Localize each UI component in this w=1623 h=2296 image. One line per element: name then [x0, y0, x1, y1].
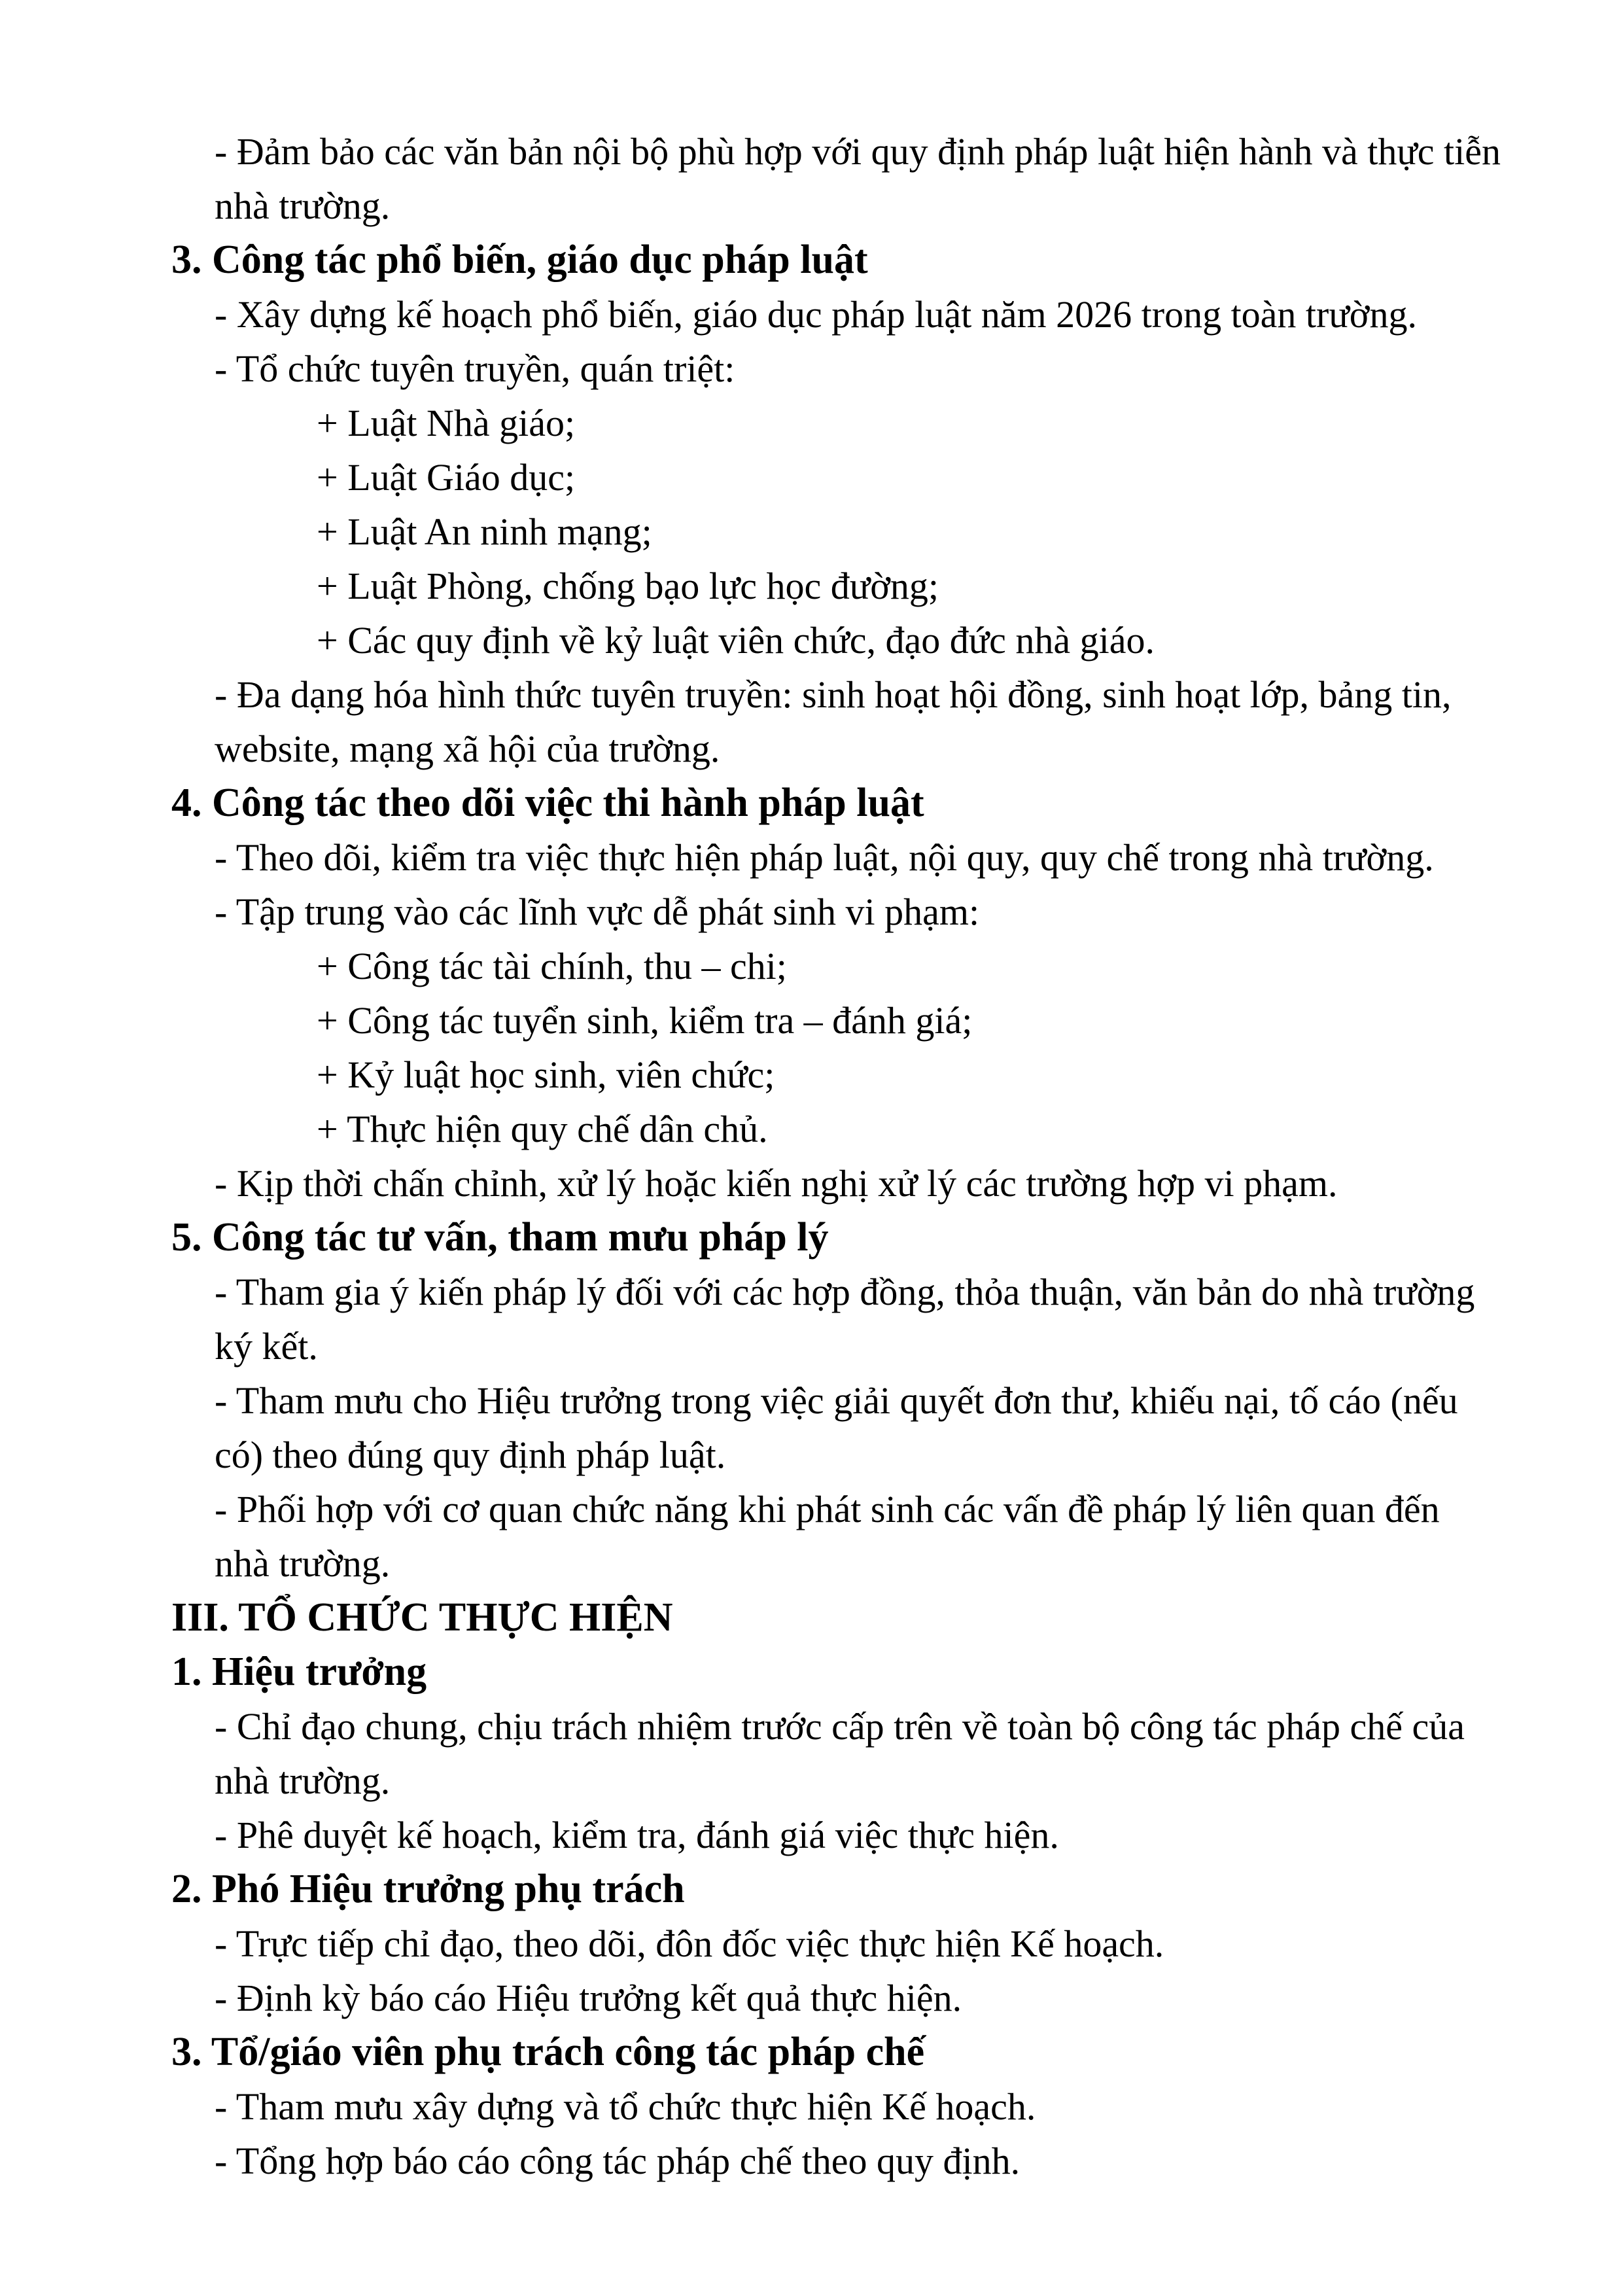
text-line: - Tổ chức tuyên truyền, quán triệt:	[215, 347, 735, 390]
text-line: nhà trường.	[215, 1542, 391, 1585]
text-line: - Xây dựng kế hoạch phổ biến, giáo dục pháp luật năm 2026 trong toàn trường.	[215, 293, 1417, 336]
text-line: nhà trường.	[215, 1759, 391, 1802]
section-heading: 1. Hiệu trưởng	[171, 1650, 427, 1694]
text-line: + Luật An ninh mạng;	[317, 510, 652, 553]
section-heading: 5. Công tác tư vấn, tham mưu pháp lý	[171, 1215, 829, 1260]
text-line: + Luật Giáo dục;	[317, 456, 576, 499]
text-line: - Đảm bảo các văn bản nội bộ phù hợp với quy định pháp luật hiện hành và thực tiễn	[215, 130, 1501, 173]
text-line: ký kết.	[215, 1325, 318, 1368]
text-line: - Đa dạng hóa hình thức tuyên truyền: sinh hoạt hội đồng, sinh hoạt lớp, bảng tin,	[215, 673, 1452, 716]
section-heading: 2. Phó Hiệu trưởng phụ trách	[171, 1867, 685, 1911]
text-line: + Luật Nhà giáo;	[317, 402, 576, 444]
text-line: + Thực hiện quy chế dân chủ.	[317, 1108, 768, 1150]
text-line: - Phê duyệt kế hoạch, kiểm tra, đánh giá việc thực hiện.	[215, 1814, 1059, 1856]
text-line: - Tập trung vào các lĩnh vực dễ phát sinh vi phạm:	[215, 891, 980, 933]
text-line: - Tổng hợp báo cáo công tác pháp chế theo quy định.	[215, 2140, 1021, 2182]
section-heading: 3. Công tác phổ biến, giáo dục pháp luật	[171, 238, 868, 282]
text-line: + Luật Phòng, chống bạo lực học đường;	[317, 565, 939, 607]
section-heading: 3. Tổ/giáo viên phụ trách công tác pháp chế	[171, 2030, 925, 2074]
text-line: có) theo đúng quy định pháp luật.	[215, 1434, 726, 1476]
text-line: + Kỷ luật học sinh, viên chức;	[317, 1053, 775, 1096]
text-line: - Tham mưu xây dựng và tổ chức thực hiện Kế hoạch.	[215, 2085, 1036, 2128]
text-line: nhà trường.	[215, 185, 391, 227]
text-line: - Theo dõi, kiểm tra việc thực hiện pháp luật, nội quy, quy chế trong nhà trường.	[215, 836, 1434, 879]
text-line: - Tham gia ý kiến pháp lý đối với các hợp đồng, thỏa thuận, văn bản do nhà trường	[215, 1271, 1475, 1313]
section-heading: 4. Công tác theo dõi việc thi hành pháp luật	[171, 781, 924, 825]
text-line: - Tham mưu cho Hiệu trưởng trong việc giải quyết đơn thư, khiếu nại, tố cáo (nếu	[215, 1379, 1458, 1422]
text-line: + Công tác tài chính, thu – chi;	[317, 945, 787, 987]
text-line: - Chỉ đạo chung, chịu trách nhiệm trước cấp trên về toàn bộ công tác pháp chế của	[215, 1705, 1465, 1748]
section-heading: III. TỔ CHỨC THỰC HIỆN	[171, 1595, 673, 1640]
text-line: - Kịp thời chấn chỉnh, xử lý hoặc kiến nghị xử lý các trường hợp vi phạm.	[215, 1162, 1338, 1205]
text-line: - Phối hợp với cơ quan chức năng khi phát sinh các vấn đề pháp lý liên quan đến	[215, 1488, 1440, 1530]
text-line: + Các quy định về kỷ luật viên chức, đạo đức nhà giáo.	[317, 619, 1155, 662]
text-line: - Định kỳ báo cáo Hiệu trưởng kết quả thực hiện.	[215, 1977, 962, 2019]
text-line: + Công tác tuyển sinh, kiểm tra – đánh giá;	[317, 999, 973, 1042]
text-line: website, mạng xã hội của trường.	[215, 728, 720, 770]
text-line: - Trực tiếp chỉ đạo, theo dõi, đôn đốc việc thực hiện Kế hoạch.	[215, 1922, 1164, 1965]
